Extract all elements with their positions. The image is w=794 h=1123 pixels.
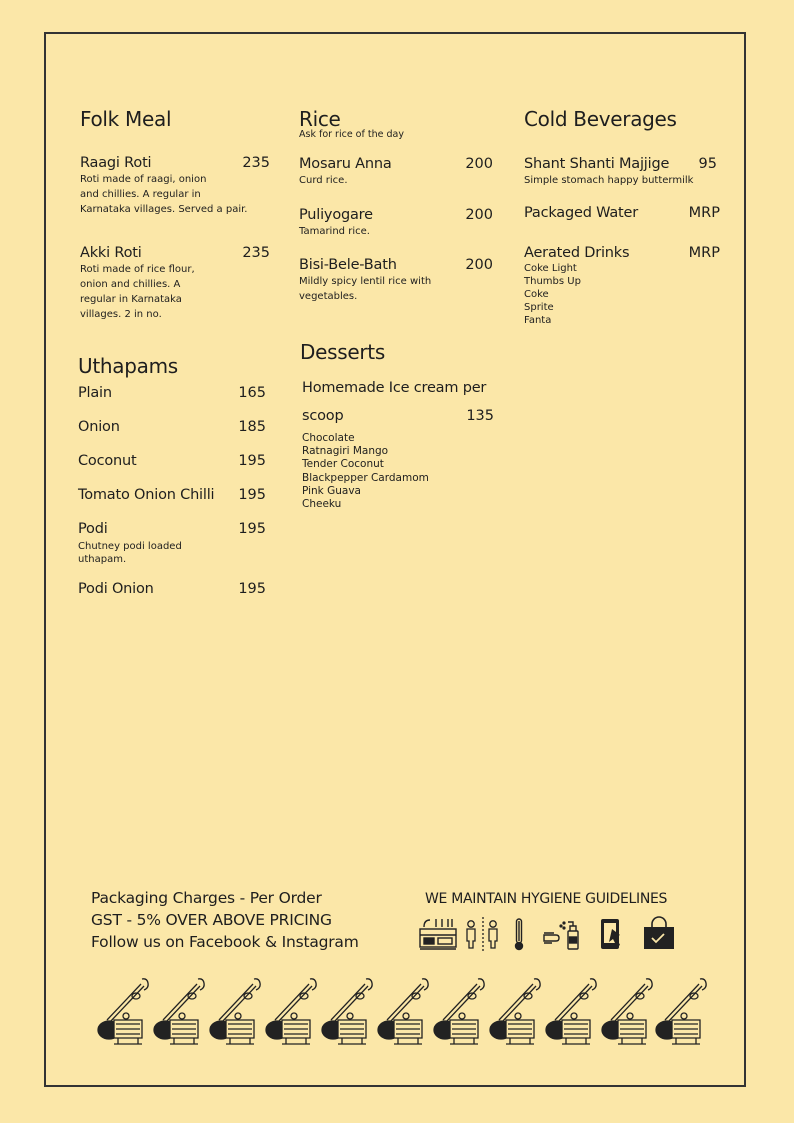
- section-title: Uthapams: [78, 354, 178, 378]
- item-price: 200: [465, 207, 493, 223]
- item-price: 95: [698, 156, 717, 172]
- contactless-payment-icon: [601, 919, 620, 949]
- item-name: Onion: [78, 419, 120, 435]
- social-note: Follow us on Facebook & Instagram: [91, 933, 359, 951]
- item-description: Simple stomach happy buttermilk: [524, 175, 694, 186]
- menu-item: [78, 521, 266, 566]
- flavour-list: [302, 432, 429, 511]
- footer-notes: [91, 887, 359, 953]
- folk-meal-section: [80, 107, 270, 337]
- veena-icon: [98, 979, 148, 1044]
- item-name: Mosaru Anna: [299, 156, 392, 172]
- item-description: Mildly spicy lentil rice with vegetables.: [299, 276, 432, 302]
- menu-item: [78, 385, 266, 401]
- veena-decoration-row: [96, 976, 708, 1050]
- cold-beverages-section: [524, 107, 720, 332]
- veena-icon: [434, 979, 484, 1044]
- item-price: MRP: [688, 205, 720, 221]
- item-price: 200: [465, 257, 493, 273]
- flavour-item: Pink Guava: [302, 484, 361, 497]
- item-price: 200: [465, 156, 493, 172]
- item-description: Tamarind rice.: [299, 226, 370, 237]
- section-subtitle: Ask for rice of the day: [299, 129, 404, 140]
- item-price: 235: [242, 155, 270, 171]
- item-description: Coke Light Thumbs Up Coke Sprite Fanta: [524, 263, 581, 326]
- hygiene-icons: [418, 915, 680, 953]
- item-price: 135: [466, 408, 494, 424]
- menu-item: [80, 245, 270, 322]
- item-name: Bisi-Bele-Bath: [299, 257, 397, 273]
- item-description: Roti made of raagi, onion and chillies. A regular in Karnataka villages. Served a pair.: [80, 174, 248, 215]
- section-title: Cold Beverages: [524, 107, 677, 131]
- menu-item: [302, 408, 494, 424]
- section-title: Folk Meal: [80, 107, 172, 131]
- item-price: 165: [238, 385, 266, 401]
- item-description: Roti made of rice flour, onion and chillies. A regular in Karnataka villages. 2 in no.: [80, 264, 195, 320]
- item-price: MRP: [688, 245, 720, 261]
- rice-section: [299, 107, 493, 312]
- uthapams-section: [78, 354, 266, 604]
- sealed-packaging-icon: [644, 917, 674, 949]
- item-price: 235: [242, 245, 270, 261]
- item-name: Tomato Onion Chilli: [78, 487, 215, 503]
- veena-icon: [602, 979, 652, 1044]
- veena-icon: [378, 979, 428, 1044]
- item-name: Shant Shanti Majjige: [524, 156, 670, 172]
- item-price: 195: [238, 581, 266, 597]
- item-name: Podi: [78, 521, 108, 537]
- menu-item: [78, 581, 266, 597]
- veena-icon: [266, 979, 316, 1044]
- section-title: Desserts: [300, 340, 385, 364]
- item-name: Podi Onion: [78, 581, 154, 597]
- item-name: Homemade Ice cream per: [302, 380, 487, 396]
- item-price: 195: [238, 521, 266, 537]
- flavour-item: Tender Coconut: [302, 458, 384, 471]
- packaging-note: Packaging Charges - Per Order: [91, 889, 322, 907]
- menu-item: [299, 207, 493, 239]
- item-price: 195: [238, 487, 266, 503]
- item-name: Puliyogare: [299, 207, 373, 223]
- flavour-item: Blackpepper Cardamom: [302, 471, 429, 484]
- menu-item: [78, 453, 266, 469]
- menu-item: [299, 257, 493, 304]
- item-name: Coconut: [78, 453, 137, 469]
- menu-item: [524, 205, 720, 221]
- section-title: Rice: [299, 107, 341, 131]
- flavour-item: Cheeku: [302, 498, 342, 511]
- sanitized-kitchen-icon: [420, 919, 456, 949]
- item-name-cont: scoop: [302, 408, 344, 424]
- item-name: Raagi Roti: [80, 155, 152, 171]
- desserts-section: [300, 340, 494, 515]
- veena-icon: [154, 979, 204, 1044]
- hand-sanitizer-icon: [544, 922, 578, 949]
- thermometer-icon: [516, 919, 523, 950]
- veena-icon: [546, 979, 596, 1044]
- veena-icon: [656, 979, 706, 1044]
- item-name: Packaged Water: [524, 205, 638, 221]
- item-price: 185: [238, 419, 266, 435]
- gst-note: GST - 5% OVER ABOVE PRICING: [91, 911, 332, 929]
- menu-item: [80, 155, 270, 217]
- item-name: Plain: [78, 385, 112, 401]
- menu-item: [524, 156, 717, 188]
- staff-masks-icon: [467, 917, 497, 951]
- veena-icon: [490, 979, 540, 1044]
- flavour-item: Ratnagiri Mango: [302, 445, 389, 458]
- item-description: Chutney podi loaded uthapam.: [78, 541, 182, 565]
- item-price: 195: [238, 453, 266, 469]
- menu-item: [524, 245, 720, 327]
- menu-item: [299, 156, 493, 188]
- hygiene-title: WE MAINTAIN HYGIENE GUIDELINES: [425, 891, 668, 907]
- veena-icon: [322, 979, 372, 1044]
- item-name: Akki Roti: [80, 245, 142, 261]
- menu-item: [78, 487, 266, 503]
- flavour-item: Chocolate: [302, 432, 355, 444]
- item-description: Curd rice.: [299, 175, 348, 186]
- veena-icon: [210, 979, 260, 1044]
- item-name: Aerated Drinks: [524, 245, 630, 261]
- menu-item: [78, 419, 266, 435]
